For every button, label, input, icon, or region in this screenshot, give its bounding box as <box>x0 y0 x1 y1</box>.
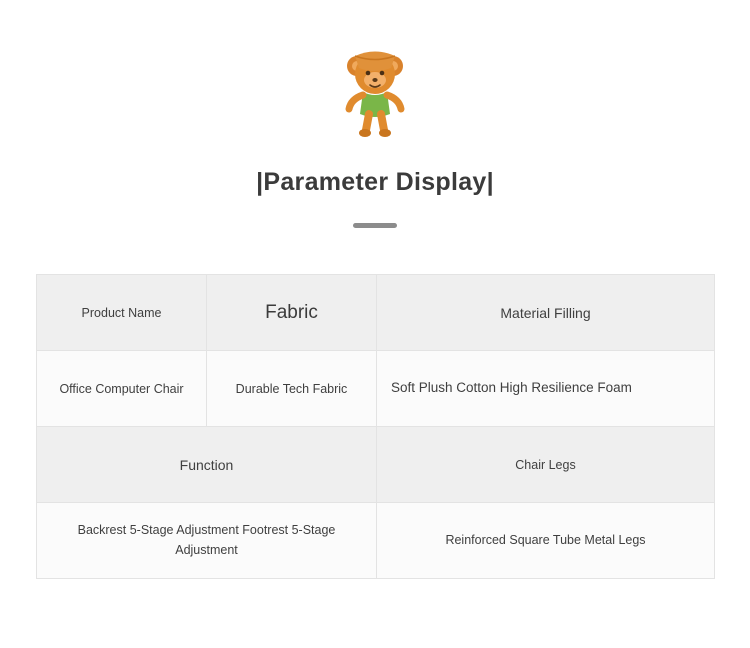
mascot-illustration-container <box>0 0 750 140</box>
table-cell-fabric-value: Durable Tech Fabric <box>207 351 377 427</box>
table-row <box>37 275 715 351</box>
table-header-fabric: Fabric <box>207 275 377 351</box>
table-cell-material-filling-value: Soft Plush Cotton High Resilience Foam <box>377 351 715 427</box>
page-title: |Parameter Display| <box>256 168 494 196</box>
table-cell-product-name-value: Office Computer Chair <box>37 351 207 427</box>
teddy-bear-mascot-icon <box>327 40 423 140</box>
parameter-table <box>36 274 715 579</box>
table-row <box>37 503 715 579</box>
table-header-material-filling: Material Filling <box>377 275 715 351</box>
table-row <box>37 427 715 503</box>
table-header-function: Function <box>37 427 377 503</box>
title-divider <box>353 223 397 228</box>
table-cell-chair-legs-value: Reinforced Square Tube Metal Legs <box>377 503 715 579</box>
table-header-chair-legs: Chair Legs <box>377 427 715 503</box>
parameter-table-container <box>36 274 714 579</box>
table-row <box>37 351 715 427</box>
table-cell-function-value: Backrest 5-Stage Adjustment Footrest 5-Stage Adjustment <box>37 503 377 579</box>
title-divider-container <box>0 223 750 228</box>
table-header-product-name: Product Name <box>37 275 207 351</box>
